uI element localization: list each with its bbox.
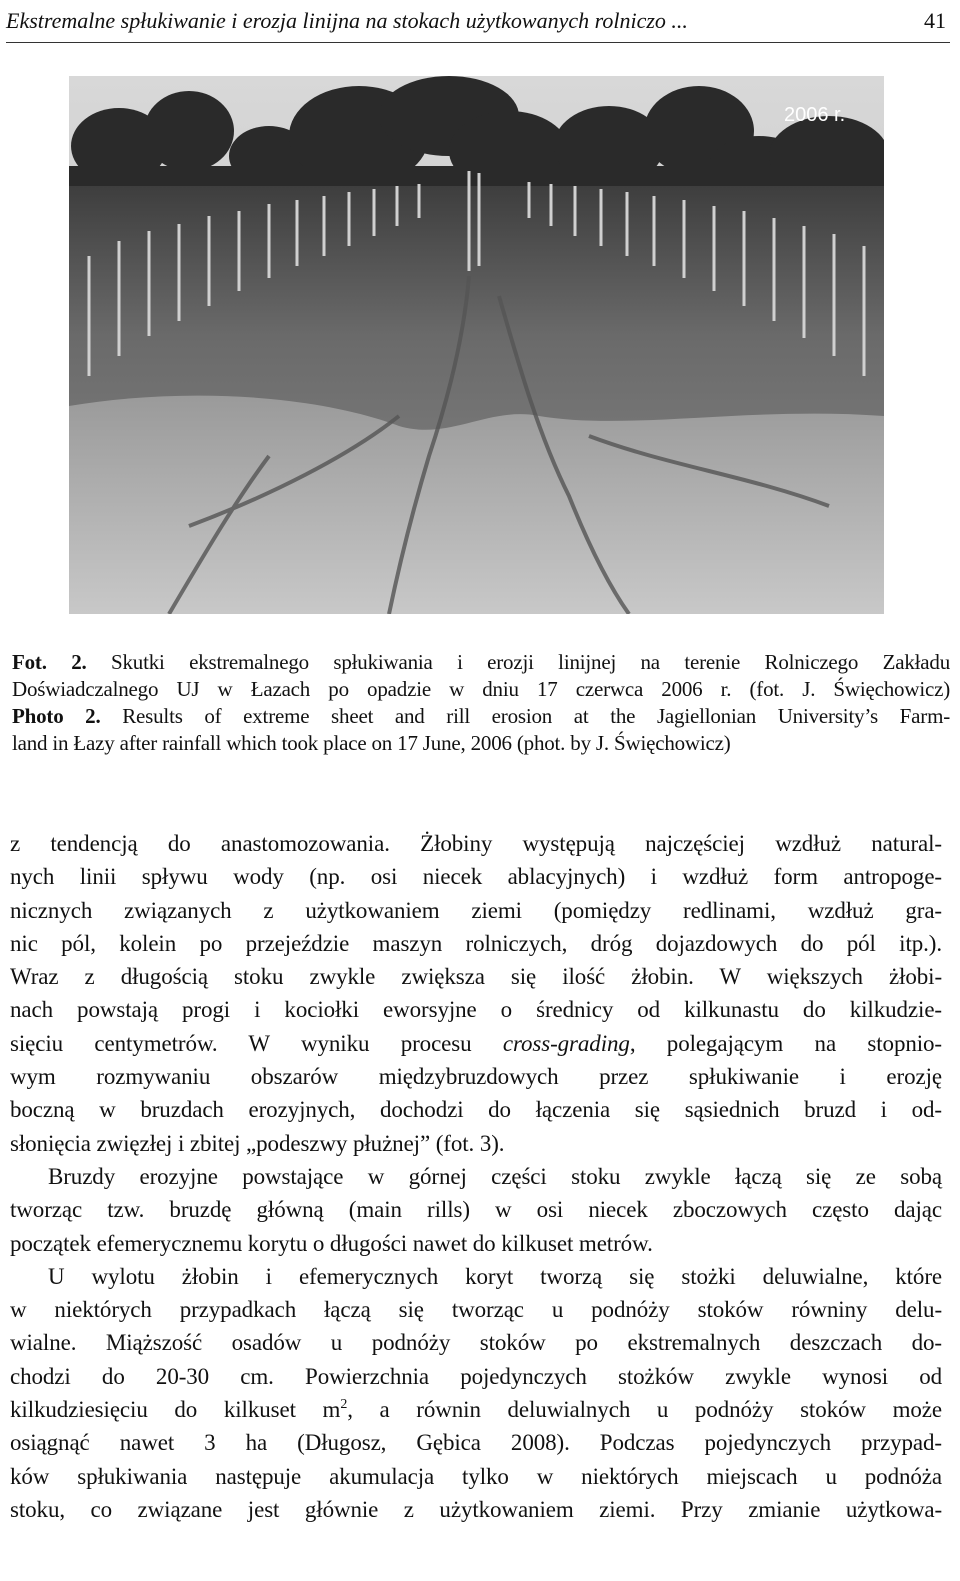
- term-cross-grading: cross-grading: [502, 1030, 630, 1056]
- text-line: chodzi do 20-30 cm. Powierzchnia pojedynczych stożków zwykle wynosi od: [10, 1363, 942, 1389]
- page-number: 41: [924, 8, 946, 33]
- erosion-photo: [69, 76, 884, 614]
- text-line: wialne. Miąższość osadów u podnóży stoków po ekstremalnych deszczach do-: [10, 1330, 942, 1356]
- text-line: nach powstają progi i kociołki eworsyjne o średnicy od kilkunastu do kilkudzie-: [10, 997, 942, 1023]
- caption-en-label: Photo 2.: [12, 704, 101, 728]
- text-line: nych linii spływu wody (np. osi niecek ablacyjnych) i wzdłuż form antropoge-: [10, 864, 942, 890]
- text-line: osiągnąć nawet 3 ha (Długosz, Gębica 2008). Podczas pojedynczych przypad-: [10, 1430, 942, 1456]
- text-line: sięciu centymetrów. W wyniku procesu cross-grading, polegającym na stopnio-: [10, 1030, 942, 1056]
- text-line: w niektórych przypadkach łączą się tworząc u podnóży stoków równiny delu-: [10, 1297, 942, 1323]
- caption-en-line-2: land in Łazy after rainfall which took place on 17 June, 2006 (phot. by J. Święchowicz): [12, 731, 731, 755]
- text-line: kilkudziesięciu do kilkuset $m^2$, a równin deluwialnych u podnóży stoków może: [10, 1397, 942, 1423]
- text-line: boczną w bruzdach erozyjnych, dochodzi do łączenia się sąsiednich bruzd i od-: [10, 1097, 942, 1123]
- text-line: z tendencją do anastomozowania. Żłobiny występują najczęściej wzdłuż natural-: [10, 831, 942, 856]
- caption-pl-line-2: Doświadczalnego UJ w Łazach po opadzie w dniu 17 czerwca 2006 r. (fot. J. Święchowicz): [12, 677, 950, 701]
- text-line: słonięcia zwięzłej i zbitej „podeszwy płużnej” (fot. 3).: [10, 1130, 505, 1156]
- text-line: U wylotu żłobin i efemerycznych koryt tworzą się stożki deluwialne, które: [48, 1263, 942, 1289]
- text-line: nicznych związanych z użytkowaniem ziemi (pomiędzy redlinami, wzdłuż gra-: [10, 897, 942, 923]
- running-title: Ekstremalne spłukiwanie i erozja linijna na stokach użytkowanych rolniczo ...: [6, 8, 688, 33]
- text-line: Wraz z długością stoku zwykle zwiększa się ilość żłobin. W większych żłobi-: [10, 964, 942, 990]
- text-line: ków spłukiwania następuje akumulacja tylko w niektórych miejscach u podnóża: [10, 1463, 942, 1489]
- photo-year-label: 2006 r.: [784, 104, 846, 126]
- text-line: tworząc tzw. bruzdę główną (main rills) w osi niecek zboczowych często dając: [10, 1197, 942, 1223]
- running-header: [6, 0, 950, 43]
- text-line: wym rozmywaniu obszarów międzybruzdowych przez spłukiwanie i erozję: [10, 1064, 942, 1090]
- caption-pl-label: Fot. 2.: [12, 650, 87, 674]
- body-text: [10, 827, 942, 1526]
- text-line: Bruzdy erozyjne powstające w górnej części stoku zwykle łączą się ze sobą: [48, 1163, 942, 1189]
- text-line: początek efemerycznemu korytu o długości nawet do kilkuset metrów.: [10, 1230, 653, 1256]
- figure-caption: [12, 649, 950, 757]
- caption-pl-line-1: Fot. 2. Skutki ekstremalnego spłukiwania i erozji linijnej na terenie Rolniczego Zakładu: [12, 650, 950, 674]
- text-line: stoku, co związane jest głównie z użytkowaniem ziemi. Przy zmianie użytkowa-: [10, 1496, 942, 1522]
- text-line: nic pól, kolein po przejeździe maszyn rolniczych, dróg dojazdowych do pól itp.).: [10, 930, 942, 956]
- caption-en-line-1: Photo 2. Results of extreme sheet and rill erosion at the Jagiellonian University’s Farm-: [12, 704, 950, 728]
